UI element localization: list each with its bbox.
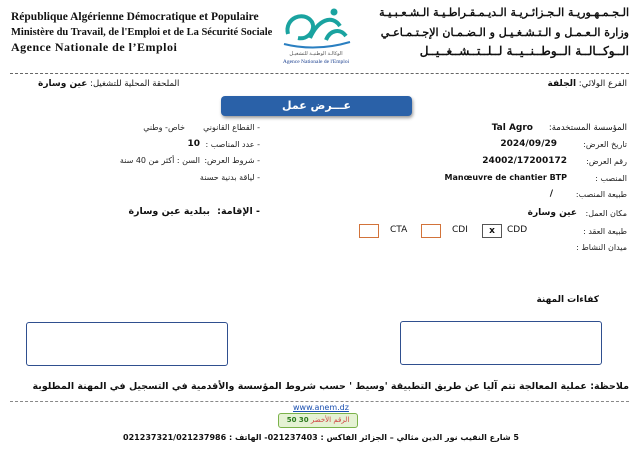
cdi-checkbox[interactable] [421, 224, 441, 238]
header-ar-line2: وزارة الـعـمـل و الـتـشـغـيـل و الـضـمـان الإجـتـمـاعـي [380, 26, 629, 39]
logo-ar-text: الوكالـة الوطنيـة للتشغيـل [289, 51, 343, 57]
header-ar-line3: الــوكــالــة الــوطــنــيــة لــلــتــشــغــيــل [419, 44, 629, 58]
cta-label: CTA [390, 225, 408, 235]
workplace-value: عين وسارة [527, 208, 577, 218]
position-nature-label: طبيعة المنصب: [575, 190, 627, 199]
regional-branch-label: الفرع الولائي: [578, 79, 627, 89]
green-number-badge [278, 413, 358, 428]
anem-logo [274, 4, 358, 70]
position-nature-value: / [549, 189, 553, 199]
local-agency-value: عين وسارة [38, 79, 88, 89]
footer-address: 5 شارع النقيب نور الدين مثالي – الجزائر الفاكس : 021237403- الهاتف : 021237321/021237986 [123, 433, 519, 442]
positions-count-label: - عدد المناصب : [205, 140, 260, 149]
offer-number-label: رقم العرض: [586, 157, 627, 166]
legal-sector-value: خاص- وطني [143, 123, 185, 132]
regional-branch-value: الجلفة [547, 79, 577, 89]
website-link[interactable]: www.anem.dz [293, 403, 349, 412]
residence-label: - الإقامة: [217, 206, 260, 217]
employer-label: المؤسسة المستخدمة: [548, 123, 627, 133]
contract-type-label: طبيعة العقد : [583, 227, 627, 236]
fitness-condition: - لياقة بدنية حسنة [199, 173, 260, 182]
workplace-label: مكان العمل: [585, 209, 627, 218]
position-label: المنصب : [595, 174, 627, 183]
footer-divider [10, 401, 629, 402]
green-number-value: 30 50 [286, 416, 309, 424]
employer-value: Tal Agro [491, 123, 533, 133]
offer-conditions-value: السن : أكثر من 40 سنة [119, 156, 200, 165]
skills-box-left [26, 322, 228, 366]
anem-logo-icon [274, 4, 358, 52]
offer-number-value: 24002/17200172 [482, 156, 567, 166]
employer-field [549, 123, 627, 133]
offer-date-value: 2024/09/29 [500, 139, 557, 149]
cdd-label: CDD [507, 225, 528, 235]
legal-sector-label: - القطاع القانوني [203, 123, 260, 132]
positions-count-value: 10 [187, 139, 200, 149]
local-agency [38, 79, 179, 89]
residence-value: ببلدية عين وسارة [128, 206, 210, 217]
header-fr-line1: République Algérienne Démocratique et Populaire [11, 11, 259, 23]
header-fr-line3: Agence Nationale de l’Emploi [11, 40, 178, 54]
cdi-label: CDI [452, 225, 468, 235]
local-agency-label: الملحقة المحلية للتشغيل: [90, 79, 180, 89]
header-ar-line1: الـجـمـهـوريـة الـجـزائـريـة الـديـمـقـراطـيـة الـشـعـبـيـة [379, 6, 629, 19]
processing-note: ملاحظة: عملية المعالجة تتم آليا عن طريق التطبيقة 'وسيط ' حسب شروط المؤسسة والأقدمية في التسجيل في المهنة المطلوبة [32, 381, 629, 392]
header-divider [10, 73, 629, 74]
offer-conditions-label: - شروط العرض: [204, 156, 260, 165]
job-offer-title: عـــرض عمل [221, 96, 412, 116]
green-number-label: الرقم الأخضر [310, 416, 350, 424]
logo-fr-text: Agence Nationale de l'Emploi [282, 59, 350, 65]
position-value: Manœuvre de chantier BTP [444, 173, 567, 182]
skills-box-right [400, 321, 602, 365]
left-fields [30, 123, 260, 223]
regional-branch [548, 79, 628, 89]
offer-date-label: تاريخ العرض: [583, 140, 627, 149]
cta-checkbox[interactable] [359, 224, 379, 238]
activity-field-label: ميدان النشاط : [576, 243, 627, 252]
header-fr-line2: Ministère du Travail, de l'Emploi et de La Sécurité Sociale [11, 27, 273, 38]
skills-label: كفاءات المهنة [536, 295, 599, 305]
cdd-checkbox[interactable]: x [482, 224, 502, 238]
